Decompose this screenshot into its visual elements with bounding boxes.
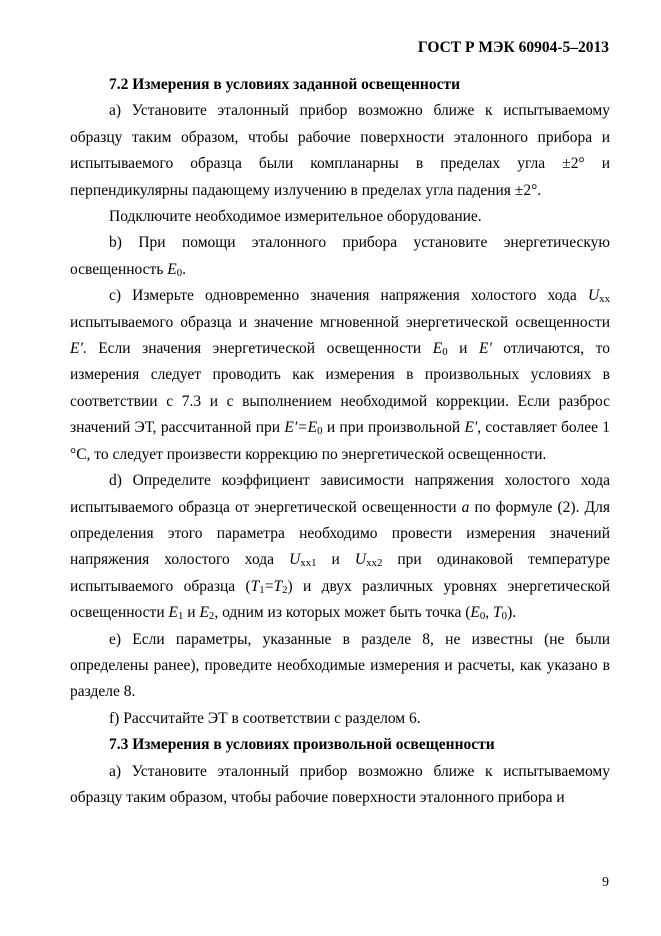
section-7-2-heading: 7.2 Измерения в условиях заданной освещенности — [109, 76, 461, 93]
var-E: E — [168, 604, 178, 622]
subscript: xx2 — [366, 557, 383, 570]
text-run: c) Измерьте одновременно значения напряжения холостого хода — [109, 287, 588, 305]
var-E-prime: E' — [478, 340, 492, 358]
text-run: , — [485, 604, 494, 622]
var-a: a — [461, 498, 470, 516]
text-run: b) При помощи эталонного прибора установите энергетическую освещенность — [70, 234, 610, 278]
subscript: 1 — [259, 583, 265, 596]
var-T: T — [493, 604, 502, 622]
text-run: при одинаковой температуре испытываемого образца ( — [70, 551, 610, 595]
text-run: испытываемого образца и значение мгновенной энергетической освещенности — [70, 313, 610, 331]
paragraph-7-2-d — [70, 468, 610, 626]
text-run: и — [447, 340, 479, 358]
page-number: 9 — [602, 875, 609, 890]
var-T: T — [250, 577, 260, 595]
text-run: , одним из которых может быть точка ( — [214, 604, 471, 622]
subscript: 0 — [317, 425, 323, 438]
text-run: ). — [507, 604, 517, 622]
subscript: xx — [599, 293, 610, 306]
section-7-3-heading: 7.3 Измерения в условиях произвольной освещенности — [109, 736, 495, 754]
paragraph-connect-equipment: Подключите необходимое измерительное оборудование. — [109, 208, 482, 226]
text-run: , составляет более 1 °С, то следует произвести коррекцию по энергетической освещенности. — [70, 419, 611, 463]
text-run: ) и двух различных уровнях энергетической освещенности — [70, 577, 610, 622]
subscript: 0 — [479, 610, 486, 623]
text-run: отличаются, то измерения следует проводить как измерения в произвольных условиях в соответствии с 7.3 и с выполнением необходимой коррекции. Если разброс значений ЭТ, рассчитанной при — [70, 340, 611, 437]
text-run: и — [183, 604, 200, 622]
var-T: T — [273, 577, 283, 595]
var-U: U — [289, 551, 301, 569]
var-E: E — [432, 340, 443, 358]
subscript: 2 — [208, 610, 215, 623]
var-E-prime: E' — [70, 340, 83, 358]
text-run: и при произвольной — [322, 419, 465, 437]
text-run: d) Определите коэффициент зависимости напряжения холостого хода испытываемого образца от энергетической освещенности — [70, 472, 610, 516]
text-run: и — [316, 551, 355, 569]
paragraph-7-2-b — [70, 230, 610, 283]
body-text — [70, 72, 610, 811]
paragraph-7-2-e: e) Если параметры, указанные в разделе 8, не известны (не были определены ранее), проведите необходимые измерения и расчеты, как указано в разделе 8. — [70, 630, 610, 701]
subscript: 1 — [177, 610, 184, 623]
text-run: . — [182, 260, 187, 278]
paragraph-7-2-c — [70, 283, 610, 468]
document-code-header: ГОСТ Р МЭК 60904-5–2013 — [417, 39, 609, 56]
text-run: по формуле (2). Для определения этого параметра необходимо провести измерения значений напряжения холостого хода — [70, 498, 610, 569]
paragraph-7-2-f: f) Рассчитайте ЭТ в соответствии с разделом 6. — [109, 709, 421, 727]
paragraph-7-2-a: а) Установите эталонный прибор возможно ближе к испытываемому образцу таким образом, чтобы рабочие поверхности эталонного прибора и испытываемого образца были компланарны в пределах угла ±2° и перпендикулярны падающему излучению в пределах угла падения ±2°. — [70, 102, 610, 199]
var-U: U — [354, 551, 367, 569]
subscript: xx1 — [300, 557, 317, 570]
text-run: . Если значения энергетической освещенности — [82, 340, 433, 358]
subscript: 0 — [501, 610, 508, 623]
subscript: 0 — [176, 266, 183, 279]
var-U: U — [587, 287, 600, 305]
text-run: = — [264, 577, 274, 595]
subscript: 2 — [282, 583, 288, 596]
equation-E-prime-E0: E'=E — [284, 419, 318, 437]
var-E: E — [167, 260, 177, 278]
var-E: E — [470, 604, 480, 622]
var-E: E — [199, 604, 209, 622]
subscript: 0 — [442, 346, 448, 359]
paragraph-7-3-a: а) Установите эталонный прибор возможно ближе к испытываемому образцу таким образом, чтобы рабочие поверхности эталонного прибора и — [70, 762, 610, 806]
var-E-prime: E' — [464, 419, 478, 437]
